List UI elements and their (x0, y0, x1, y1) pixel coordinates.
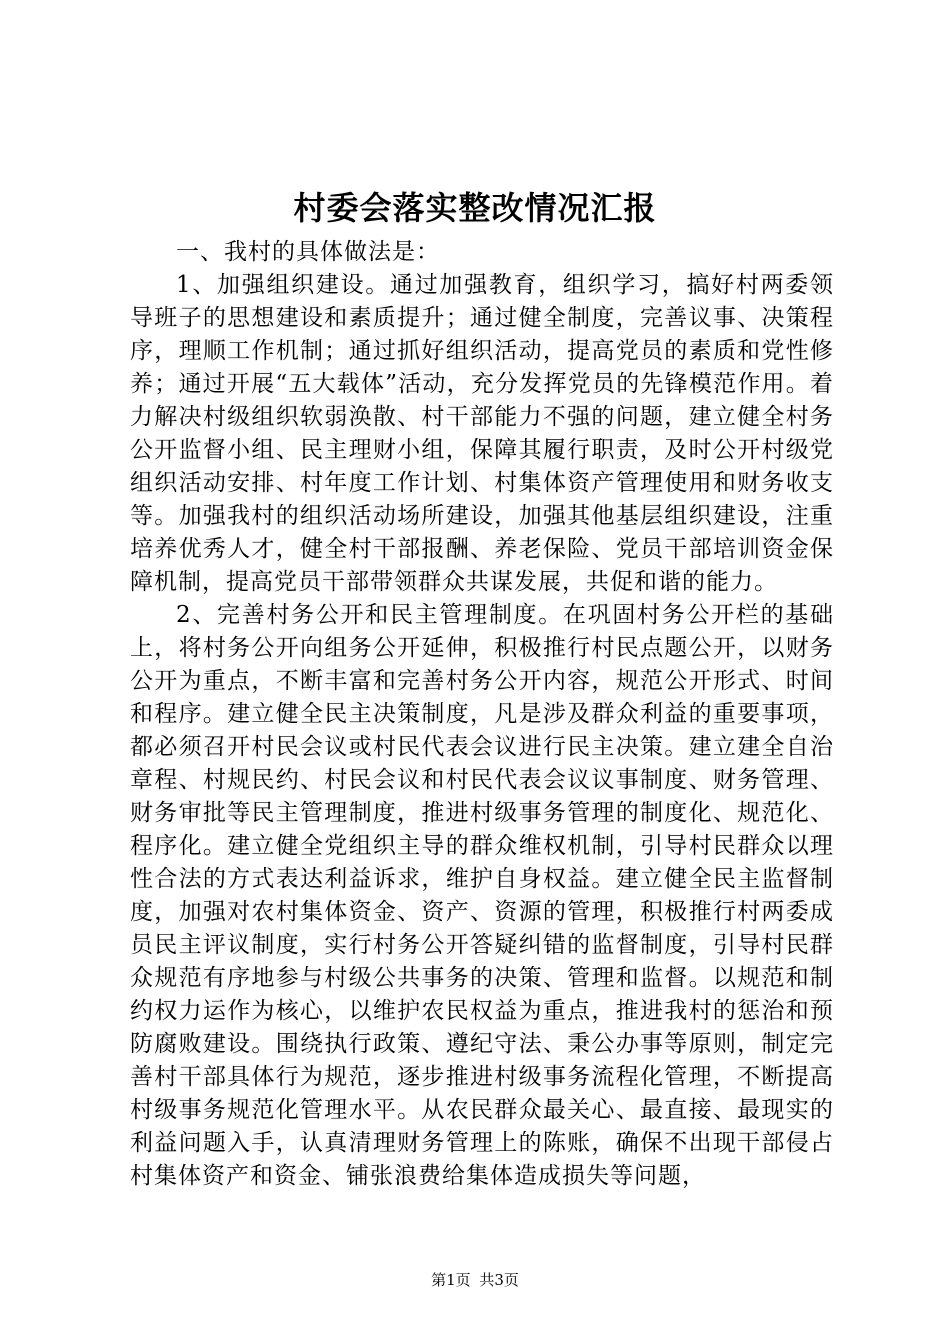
document-body (130, 236, 834, 1193)
page-number: 第1页 (431, 1271, 471, 1289)
document-title: 村委会落实整改情况汇报 (293, 189, 657, 227)
paragraph-village-affairs: 2、完善村务公开和民主管理制度。在巩固村务公开栏的基础上，将村务公开向组务公开延伸，积极推行村民点题公开，以财务公开为重点，不断丰富和完善村务公开内容，规范公开形式、时间和程序。建立健全民主决策制度，凡是涉及群众利益的重要事项，都必须召开村民会议或村民代表会议进行民主决策。建立建全自治章程、村规民约、村民会议和村民代表会议议事制度、财务管理、财务审批等民主管理制度，推进村级事务管理的制度化、规范化、程序化。建立健全党组织主导的群众维权机制，引导村民群众以理性合法的方式表达利益诉求，维护自身权益。建立健全民主监督制度，加强对农村集体资金、资产、资源的管理，积极推行村两委成员民主评议制度，实行村务公开答疑纠错的监督制度，引导村民群众规范有序地参与村级公共事务的决策、管理和监督。以规范和制约权力运作为核心，以维护农民权益为重点，推进我村的惩治和预防腐败建设。围绕执行政策、遵纪守法、秉公办事等原则，制定完善村干部具体行为规范，逐步推进村级事务流程化管理，不断提高村级事务规范化管理水平。从农民群众最关心、最直接、最现实的利益问题入手，认真清理财务管理上的陈账，确保不出现干部侵占村集体资产和资金、铺张浪费给集体造成损失等问题， (130, 602, 834, 1189)
section-heading: 一、我村的具体做法是： (176, 239, 440, 265)
page-total: 共3页 (479, 1271, 519, 1289)
paragraph-organization: 1、加强组织建设。通过加强教育，组织学习，搞好村两委领导班子的思想建设和素质提升；通过健全制度，完善议事、决策程序，理顺工作机制；通过抓好组织活动，提高党员的素质和党性修养；通过开展“五大载体”活动，充分发挥党员的先锋模范作用。着力解决村级组织软弱涣散、村干部能力不强的问题，建立健全村务公开监督小组、民主理财小组，保障其履行职责，及时公开村级党组织活动安排、村年度工作计划、村集体资产管理使用和财务收支等。加强我村的组织活动场所建设，加强其他基层组织建设，注重培养优秀人才，健全村干部报酬、养老保险、党员干部培训资金保障机制，提高党员干部带领群众共谋发展，共促和谐的能力。 (130, 272, 834, 595)
page-footer (0, 1268, 950, 1292)
